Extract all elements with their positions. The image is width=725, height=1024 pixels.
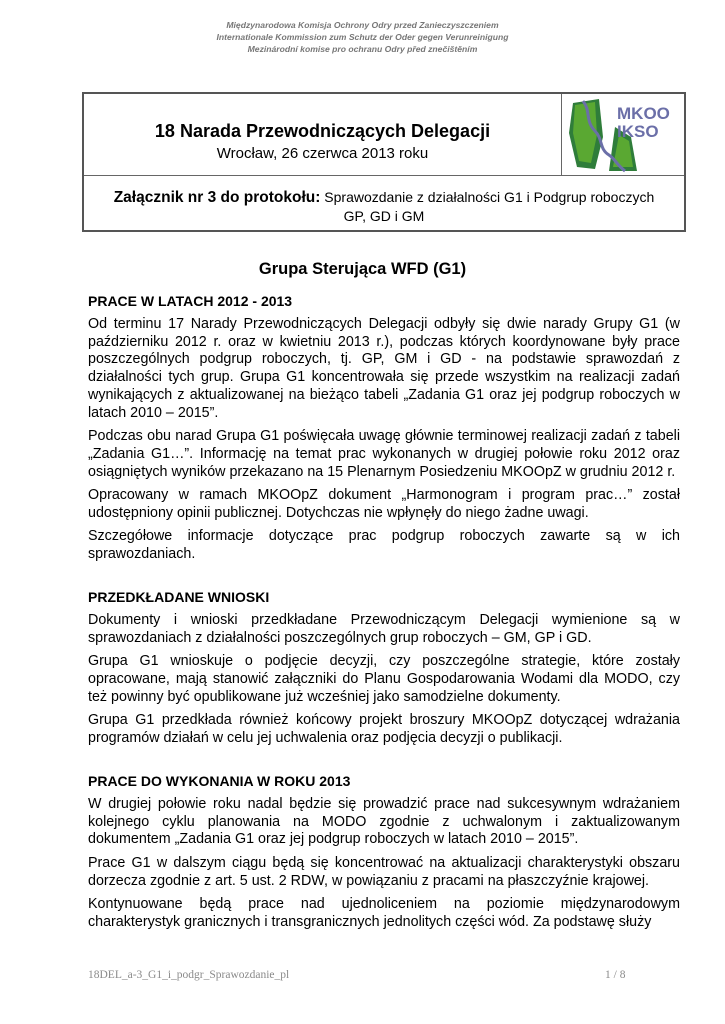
spacer	[88, 753, 680, 773]
logo-bottom-text: IKSO	[617, 122, 659, 141]
paragraph: Od terminu 17 Narady Przewodniczących Delegacji odbyły się dwie narady Grupy G1 (w październiku 2012 r. oraz w kwietniu 2013 r.), podczas których koordynowane były prace poszczególnych podgrup roboczych, tj. GP, GM i GD - na podstawie sprawozdań z działalności tych grup. Grupa G1 koncentrowała się przede wszystkim na realizacji zadań wynikających z aktualizowanej na bieżąco tabeli „Zadania G1 oraz jej podgrup roboczych w latach 2010 – 2015”.	[88, 315, 680, 421]
paragraph: Grupa G1 wnioskuje o podjęcie decyzji, czy poszczególne strategie, które zostały opracowane, mają stanowić załączniki do Planu Gospodarowania Wodami dla MODO, czy też powinny być opublikowane już wcześniej jako samodzielne dokumenty.	[88, 653, 680, 705]
meeting-date: Wrocław, 26 czerwca 2013 roku	[216, 145, 429, 162]
header-line-pl: Międzynarodowa Komisja Ochrony Odry przed Zanieczyszczeniem	[226, 20, 499, 30]
paragraph: Prace G1 w dalszym ciągu będą się koncentrować na aktualizacji charakterystyki obszaru dorzecza zgodnie z art. 5 ust. 2 RDW, w powiązaniu z pracami na płaszczyźnie krajowej.	[88, 854, 680, 889]
annex-row	[84, 176, 684, 230]
section-title: Grupa Sterująca WFD (G1)	[258, 260, 467, 278]
footer-filename: 18DEL_a-3_G1_i_podgr_Sprawozdanie_pl	[88, 969, 290, 981]
section-heading: PRACE W LATACH 2012 - 2013	[88, 293, 293, 309]
paragraph: Kontynuowane będą prace nad ujednoliceniem na poziomie międzynarodowym charakterystyk granicznych i transgranicznych jednolitych części wód. Za podstawę służy	[88, 895, 680, 930]
title-row	[84, 94, 684, 176]
header-line-cz: Mezinárodní komise pro ochranu Odry před znečištěním	[247, 44, 478, 54]
annex-label: Załącznik nr 3 do protokołu:	[113, 189, 321, 206]
paragraph: Grupa G1 przedkłada również końcowy projekt broszury MKOOpZ dotyczącej wdrażania programów działań w celu jej uchwalenia oraz podjęcia decyzji o publikacji.	[88, 711, 680, 746]
section-heading: PRZEDKŁADANE WNIOSKI	[88, 589, 270, 606]
commission-header	[0, 19, 725, 55]
annex-text: Sprawozdanie z działalności G1 i Podgrup roboczych	[324, 189, 655, 205]
section-heading: PRACE DO WYKONANIA W ROKU 2013	[88, 773, 351, 790]
header-line-de: Internationale Kommission zum Schutz der Oder gegen Verunreinigung	[216, 32, 509, 42]
title-box	[82, 92, 686, 232]
meeting-title: 18 Narada Przewodniczących Delegacji	[154, 121, 491, 141]
paragraph: W drugiej połowie roku nadal będzie się prowadzić prace nad sukcesywnym wdrażaniem kolejnego cyklu planowania na MODO zgodnie z uchwalonym i zaktualizowanym dokumentem „Zadania G1 oraz jej podgrup roboczych w latach 2010 – 2015”.	[88, 795, 680, 848]
paragraph: Dokumenty i wnioski przedkładane Przewodniczącym Delegacji wymienione są w sprawozdaniach z działalności poszczególnych grup roboczych – GM, GP i GD.	[88, 611, 680, 646]
title-cell	[84, 94, 561, 175]
annex-text-continued: GP, GD i GM	[343, 208, 425, 224]
paragraph: Podczas obu narad Grupa G1 poświęcała uwagę głównie terminowej realizacji zadań z tabeli „Zadania G1…”. Informację na temat prac wykonanych w drugiej połowie roku 2012 oraz osiągniętych wyników przekazano na 15 Plenarnym Posiedzeniu MKOOpZ w grudniu 2012 r.	[88, 428, 680, 480]
mkoo-logo-icon	[565, 97, 681, 173]
paragraph: Opracowany w ramach MKOOpZ dokument „Harmonogram i program prac…” został udostępniony opinii publicznej. Dotychczas nie wpłynęły do niego żadne uwagi.	[88, 486, 680, 521]
spacer	[88, 569, 680, 589]
logo-top-text: MKOO	[617, 104, 670, 123]
logo-cell	[561, 94, 685, 175]
annex-line	[84, 189, 684, 207]
document-body	[88, 293, 680, 937]
footer-page-number: 1 / 8	[605, 969, 626, 981]
paragraph: Szczegółowe informacje dotyczące prac podgrup roboczych zawarte są w ich sprawozdaniach.	[88, 528, 680, 562]
